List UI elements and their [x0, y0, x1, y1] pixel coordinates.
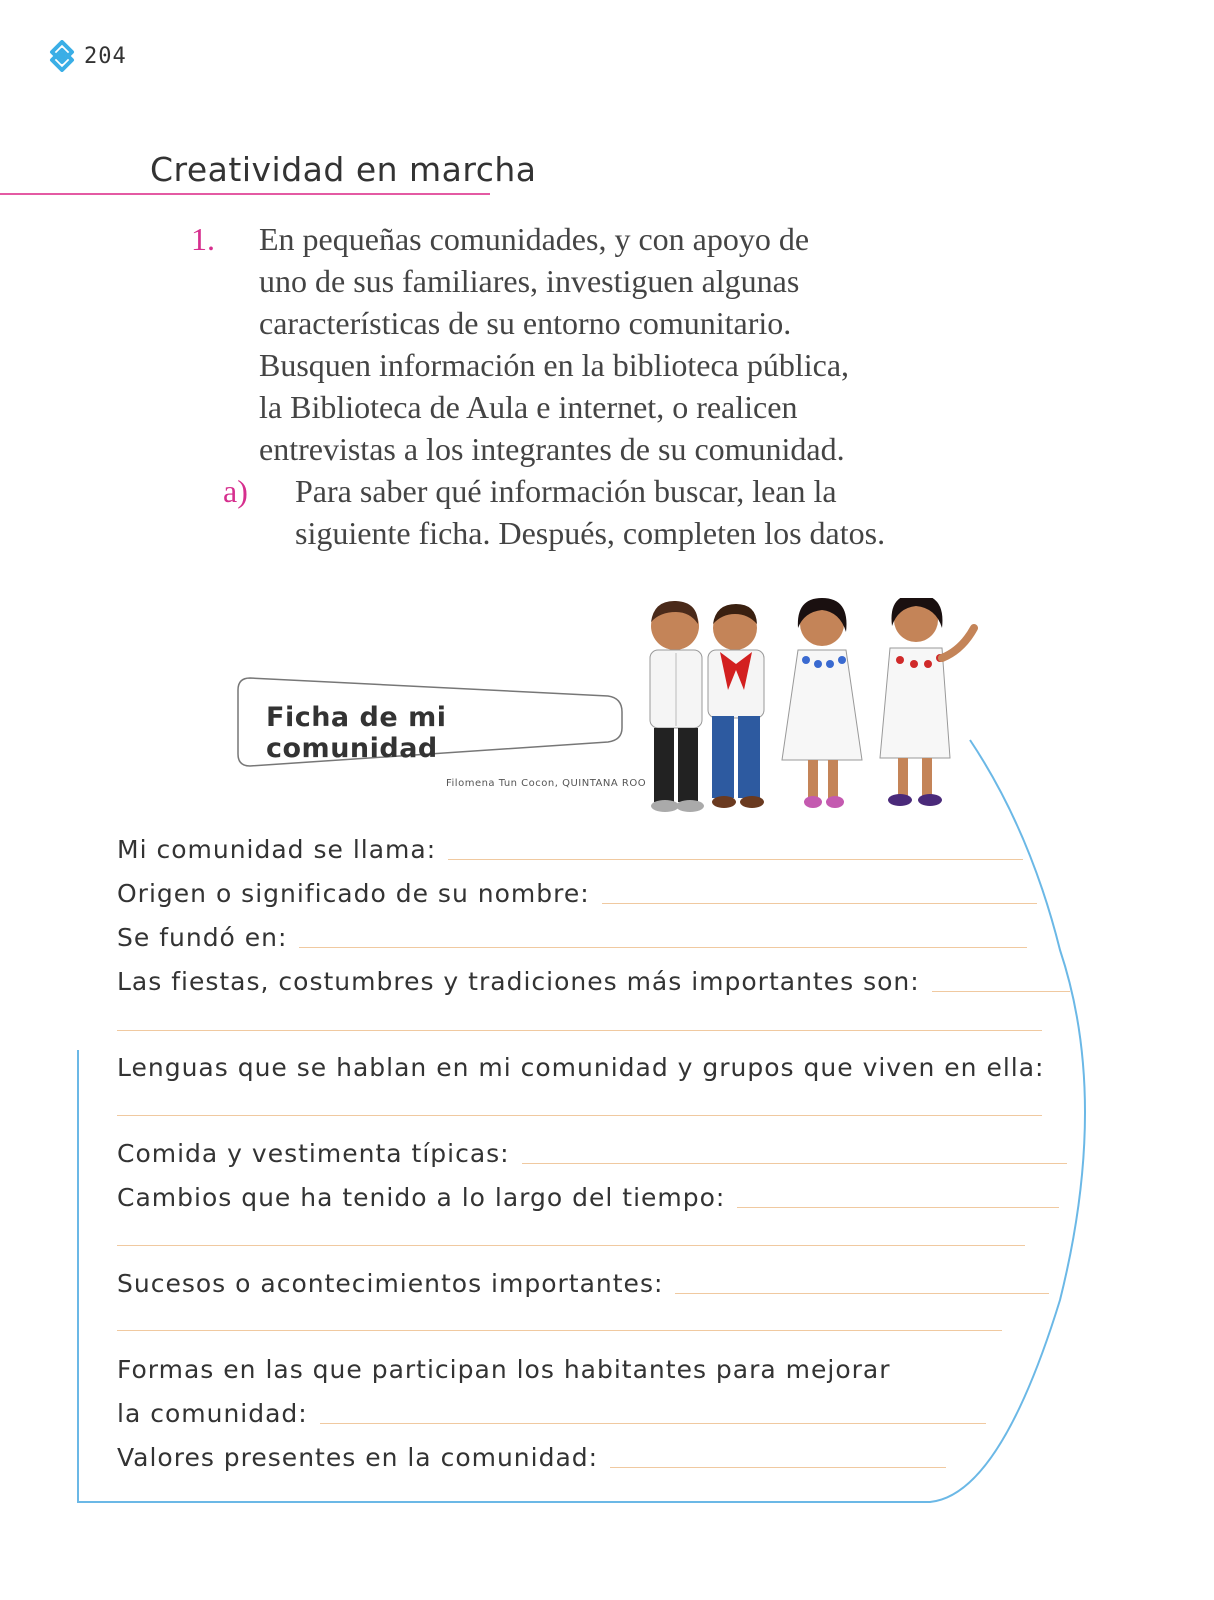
form-label: Se fundó en:: [117, 923, 288, 952]
illustration-credit: Filomena Tun Cocon, QUINTANA ROO: [446, 778, 647, 789]
activity-number: 1.: [191, 221, 215, 257]
form-label: Lenguas que se hablan en mi comunidad y grupos que viven en ella:: [117, 1053, 1045, 1082]
activity-line: uno de sus familiares, investiguen algunas: [259, 263, 800, 299]
form-label: Comida y vestimenta típicas:: [117, 1139, 510, 1168]
form-row: [117, 1134, 1067, 1168]
children-illustration: [640, 598, 1010, 838]
boy-red-scarf-figure: [708, 604, 764, 808]
form-row: [117, 962, 1070, 996]
form-answer-line[interactable]: [737, 1207, 1059, 1208]
form-answer-line[interactable]: [117, 1030, 1042, 1031]
form-label: Valores presentes en la comunidad:: [117, 1443, 599, 1472]
form-label: Origen o significado de su nombre:: [117, 879, 590, 908]
card-title: Ficha de mi comunidad: [266, 702, 447, 764]
form-row: [117, 830, 1023, 864]
form-answer-line[interactable]: [932, 991, 1070, 992]
activity-line: Busquen información en la biblioteca pública,: [259, 347, 850, 383]
sub-activity-label: a): [223, 473, 248, 509]
page-number: 204: [84, 43, 127, 69]
form-answer-line[interactable]: [117, 1330, 1002, 1331]
form-label: Formas en las que participan los habitantes para mejorar: [117, 1355, 891, 1384]
section-title: Creatividad en marcha: [150, 150, 537, 189]
form-answer-line[interactable]: [675, 1293, 1049, 1294]
form-answer-line[interactable]: [602, 903, 1037, 904]
form-answer-line[interactable]: [448, 859, 1023, 860]
form-answer-line[interactable]: [320, 1423, 986, 1424]
activity-line: la Biblioteca de Aula e internet, o realicen: [259, 389, 798, 425]
form-row: [117, 1350, 891, 1384]
form-row: [117, 1048, 1044, 1082]
form-answer-line[interactable]: [117, 1115, 1042, 1116]
activity-line: En pequeñas comunidades, y con apoyo de: [259, 221, 810, 257]
sub-activity-line: siguiente ficha. Después, completen los datos.: [295, 515, 886, 551]
form-label: Mi comunidad se llama:: [117, 835, 437, 864]
activity-line: características de su entorno comunitario.: [259, 305, 792, 341]
sub-activity-line: Para saber qué información buscar, lean la: [295, 473, 837, 509]
form-label: Cambios que ha tenido a lo largo del tiempo:: [117, 1183, 726, 1212]
card-title-bubble: [236, 676, 626, 768]
form-answer-line[interactable]: [117, 1245, 1025, 1246]
form-row: [117, 874, 1037, 908]
form-row: [117, 1264, 1049, 1298]
form-label: Las fiestas, costumbres y tradiciones más importantes son:: [117, 967, 920, 996]
activity-line: entrevistas a los integrantes de su comunidad.: [259, 431, 845, 467]
form-label: Sucesos o acontecimientos importantes:: [117, 1269, 664, 1298]
form-row: [117, 1178, 1059, 1212]
form-row: [117, 918, 1027, 952]
girl-huipil-figure: [782, 598, 862, 808]
form-answer-line[interactable]: [522, 1163, 1067, 1164]
form-answer-line[interactable]: [299, 947, 1027, 948]
form-answer-line[interactable]: [610, 1467, 946, 1468]
boy-guayabera-figure: [650, 601, 704, 812]
form-label: la comunidad:: [117, 1399, 308, 1428]
form-row: [117, 1394, 986, 1428]
form-row: [117, 1438, 946, 1472]
girl-waving-figure: [880, 598, 974, 806]
